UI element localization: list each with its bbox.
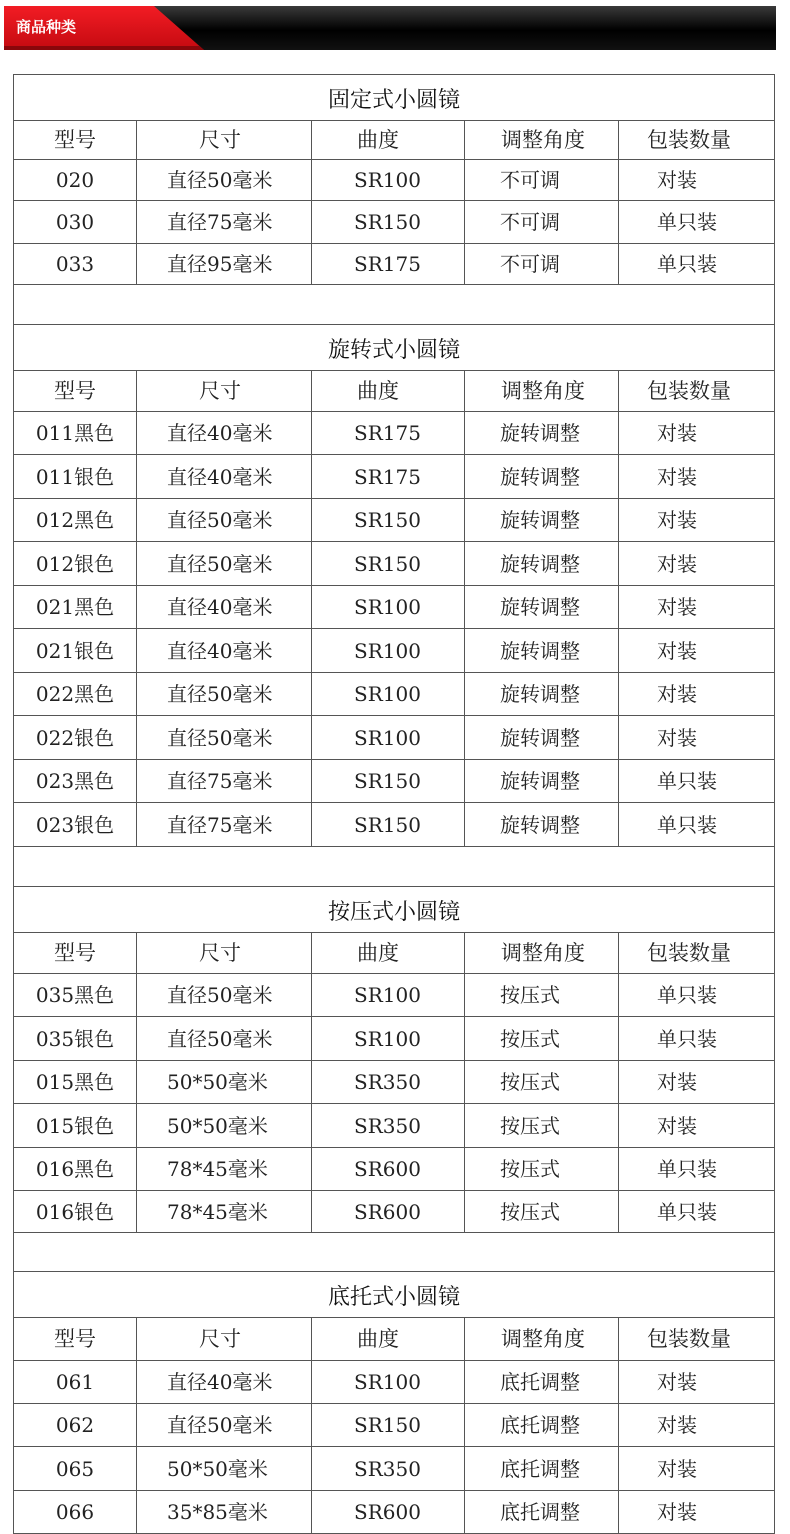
cell-packaging: 单只装 xyxy=(657,769,717,793)
cell-packaging: 对装 xyxy=(657,595,697,619)
cell-size: 50*50毫米 xyxy=(137,1447,312,1490)
cell-curvature: SR350 xyxy=(312,1447,465,1490)
cell-packaging: 对装 xyxy=(657,725,697,750)
cell-size: 直径50毫米 xyxy=(137,716,312,759)
cell-curvature: SR150 xyxy=(312,803,465,846)
table-header-row xyxy=(14,933,774,974)
cell-size: 直径40毫米 xyxy=(137,629,312,672)
cell-model: 022黑色 xyxy=(14,673,137,715)
cell-size: 直径40毫米 xyxy=(137,1361,312,1403)
cell-packaging: 单只装 xyxy=(657,1157,717,1181)
column-header-size: 尺寸 xyxy=(137,121,312,159)
cell-size: 直径50毫米 xyxy=(137,499,312,541)
cell-model: 021银色 xyxy=(14,629,137,672)
column-header-size: 尺寸 xyxy=(137,371,312,411)
cell-adjustment: 旋转调整 xyxy=(465,542,619,585)
cell-packaging: 对装 xyxy=(657,638,697,663)
cell-packaging: 对装 xyxy=(657,1500,697,1524)
column-header-model: 型号 xyxy=(14,121,137,159)
cell-packaging: 单只装 xyxy=(657,983,717,1007)
cell-curvature: SR100 xyxy=(312,1017,465,1060)
cell-size: 直径50毫米 xyxy=(137,1404,312,1446)
cell-curvature: SR100 xyxy=(312,974,465,1016)
cell-size: 78*45毫米 xyxy=(137,1148,312,1190)
cell-adjustment: 底托调整 xyxy=(465,1447,619,1490)
cell-adjustment: 旋转调整 xyxy=(465,629,619,672)
table-header-row xyxy=(14,121,774,160)
table-row xyxy=(14,1017,774,1061)
table-row xyxy=(14,1404,774,1447)
cell-size: 直径40毫米 xyxy=(137,586,312,628)
cell-packaging: 对装 xyxy=(657,421,697,445)
table-row xyxy=(14,455,774,499)
column-header-curvature: 曲度 xyxy=(312,371,465,411)
cell-model: 016银色 xyxy=(14,1191,137,1232)
table-header-row xyxy=(14,371,774,412)
table-row xyxy=(14,586,774,629)
cell-packaging: 对装 xyxy=(657,1070,697,1094)
cell-packaging: 对装 xyxy=(657,1370,697,1394)
column-header-packaging: 包装数量 xyxy=(647,940,731,965)
cell-curvature: SR100 xyxy=(312,1361,465,1403)
cell-adjustment: 旋转调整 xyxy=(465,499,619,541)
cell-curvature: SR100 xyxy=(312,716,465,759)
cell-curvature: SR600 xyxy=(312,1491,465,1533)
cell-model: 065 xyxy=(14,1447,137,1490)
cell-packaging: 对装 xyxy=(657,1413,697,1437)
section-spacer xyxy=(14,285,774,325)
cell-curvature: SR600 xyxy=(312,1148,465,1190)
table-row xyxy=(14,1491,774,1534)
cell-model: 023黑色 xyxy=(14,760,137,802)
cell-adjustment: 旋转调整 xyxy=(465,586,619,628)
cell-size: 直径50毫米 xyxy=(137,1017,312,1060)
cell-size: 直径50毫米 xyxy=(137,974,312,1016)
cell-model: 061 xyxy=(14,1361,137,1403)
cell-adjustment: 按压式 xyxy=(465,1061,619,1103)
cell-packaging: 对装 xyxy=(657,1456,697,1481)
cell-adjustment: 底托调整 xyxy=(465,1491,619,1533)
banner-title: 商品种类 xyxy=(16,18,77,36)
cell-model: 022银色 xyxy=(14,716,137,759)
table-row xyxy=(14,244,774,285)
cell-curvature: SR175 xyxy=(312,244,465,284)
cell-packaging: 对装 xyxy=(657,508,697,532)
cell-model: 023银色 xyxy=(14,803,137,846)
cell-curvature: SR100 xyxy=(312,629,465,672)
table-row xyxy=(14,499,774,542)
cell-packaging: 对装 xyxy=(657,551,697,576)
cell-adjustment: 不可调 xyxy=(465,244,619,284)
cell-model: 012黑色 xyxy=(14,499,137,541)
table-row xyxy=(14,673,774,716)
cell-adjustment: 底托调整 xyxy=(465,1404,619,1446)
cell-adjustment: 按压式 xyxy=(465,974,619,1016)
cell-model: 011银色 xyxy=(14,455,137,498)
table-row xyxy=(14,1447,774,1491)
cell-size: 直径40毫米 xyxy=(137,412,312,454)
cell-size: 直径40毫米 xyxy=(137,455,312,498)
cell-model: 030 xyxy=(14,201,137,243)
column-header-packaging: 包装数量 xyxy=(647,1326,731,1351)
cell-model: 021黑色 xyxy=(14,586,137,628)
cell-adjustment: 按压式 xyxy=(465,1104,619,1147)
cell-curvature: SR600 xyxy=(312,1191,465,1232)
cell-adjustment: 底托调整 xyxy=(465,1361,619,1403)
cell-model: 035黑色 xyxy=(14,974,137,1016)
table-row xyxy=(14,412,774,455)
cell-model: 015黑色 xyxy=(14,1061,137,1103)
cell-model: 066 xyxy=(14,1491,137,1533)
table-row xyxy=(14,974,774,1017)
product-tables xyxy=(13,74,775,1534)
section-spacer xyxy=(14,847,774,887)
table-row xyxy=(14,1148,774,1191)
cell-size: 直径95毫米 xyxy=(137,244,312,284)
cell-curvature: SR175 xyxy=(312,455,465,498)
cell-size: 直径50毫米 xyxy=(137,542,312,585)
cell-adjustment: 按压式 xyxy=(465,1148,619,1190)
table-row xyxy=(14,542,774,586)
category-banner xyxy=(4,6,776,50)
cell-packaging: 对装 xyxy=(657,464,697,489)
cell-curvature: SR175 xyxy=(312,412,465,454)
section-title: 底托式小圆镜 xyxy=(14,1272,774,1318)
column-header-model: 型号 xyxy=(14,371,137,411)
cell-adjustment: 旋转调整 xyxy=(465,716,619,759)
cell-curvature: SR150 xyxy=(312,542,465,585)
table-row xyxy=(14,1191,774,1233)
cell-curvature: SR150 xyxy=(312,1404,465,1446)
cell-size: 50*50毫米 xyxy=(137,1061,312,1103)
cell-curvature: SR350 xyxy=(312,1061,465,1103)
cell-model: 015银色 xyxy=(14,1104,137,1147)
table-row xyxy=(14,201,774,244)
column-header-curvature: 曲度 xyxy=(312,933,465,973)
table-row xyxy=(14,160,774,201)
cell-curvature: SR350 xyxy=(312,1104,465,1147)
cell-packaging: 单只装 xyxy=(657,210,717,234)
section-title: 旋转式小圆镜 xyxy=(14,325,774,371)
column-header-packaging: 包装数量 xyxy=(647,378,731,403)
cell-curvature: SR150 xyxy=(312,499,465,541)
column-header-size: 尺寸 xyxy=(137,1318,312,1360)
cell-size: 35*85毫米 xyxy=(137,1491,312,1533)
cell-model: 033 xyxy=(14,244,137,284)
section-title: 按压式小圆镜 xyxy=(14,887,774,933)
table-row xyxy=(14,1104,774,1148)
cell-curvature: SR100 xyxy=(312,673,465,715)
cell-adjustment: 旋转调整 xyxy=(465,412,619,454)
cell-adjustment: 按压式 xyxy=(465,1017,619,1060)
cell-adjustment: 不可调 xyxy=(465,201,619,243)
cell-size: 直径75毫米 xyxy=(137,760,312,802)
cell-adjustment: 不可调 xyxy=(465,160,619,200)
table-row xyxy=(14,760,774,803)
cell-curvature: SR150 xyxy=(312,201,465,243)
cell-curvature: SR100 xyxy=(312,586,465,628)
cell-adjustment: 旋转调整 xyxy=(465,455,619,498)
column-header-adjustment: 调整角度 xyxy=(465,371,619,411)
column-header-size: 尺寸 xyxy=(137,933,312,973)
cell-packaging: 对装 xyxy=(657,1113,697,1138)
column-header-model: 型号 xyxy=(14,1318,137,1360)
column-header-curvature: 曲度 xyxy=(312,1318,465,1360)
section-spacer xyxy=(14,1233,774,1272)
table-row xyxy=(14,1061,774,1104)
cell-size: 直径50毫米 xyxy=(137,160,312,200)
cell-size: 50*50毫米 xyxy=(137,1104,312,1147)
cell-adjustment: 按压式 xyxy=(465,1191,619,1232)
table-row xyxy=(14,1361,774,1404)
cell-packaging: 对装 xyxy=(657,682,697,706)
cell-size: 直径75毫米 xyxy=(137,201,312,243)
cell-size: 直径50毫米 xyxy=(137,673,312,715)
table-row xyxy=(14,803,774,847)
column-header-adjustment: 调整角度 xyxy=(465,1318,619,1360)
cell-adjustment: 旋转调整 xyxy=(465,673,619,715)
cell-packaging: 单只装 xyxy=(657,1199,717,1224)
cell-model: 012银色 xyxy=(14,542,137,585)
column-header-model: 型号 xyxy=(14,933,137,973)
table-header-row xyxy=(14,1318,774,1361)
cell-packaging: 单只装 xyxy=(657,812,717,837)
table-row xyxy=(14,716,774,760)
cell-size: 直径75毫米 xyxy=(137,803,312,846)
cell-adjustment: 旋转调整 xyxy=(465,760,619,802)
table-row xyxy=(14,629,774,673)
cell-model: 020 xyxy=(14,160,137,200)
cell-size: 78*45毫米 xyxy=(137,1191,312,1232)
column-header-adjustment: 调整角度 xyxy=(465,121,619,159)
column-header-packaging: 包装数量 xyxy=(647,127,731,152)
column-header-curvature: 曲度 xyxy=(312,121,465,159)
cell-curvature: SR150 xyxy=(312,760,465,802)
cell-adjustment: 旋转调整 xyxy=(465,803,619,846)
column-header-adjustment: 调整角度 xyxy=(465,933,619,973)
cell-packaging: 单只装 xyxy=(657,1026,717,1051)
cell-model: 016黑色 xyxy=(14,1148,137,1190)
cell-packaging: 对装 xyxy=(657,168,697,192)
section-title: 固定式小圆镜 xyxy=(14,75,774,121)
cell-model: 011黑色 xyxy=(14,412,137,454)
cell-packaging: 单只装 xyxy=(657,252,717,276)
cell-model: 035银色 xyxy=(14,1017,137,1060)
cell-curvature: SR100 xyxy=(312,160,465,200)
cell-model: 062 xyxy=(14,1404,137,1446)
